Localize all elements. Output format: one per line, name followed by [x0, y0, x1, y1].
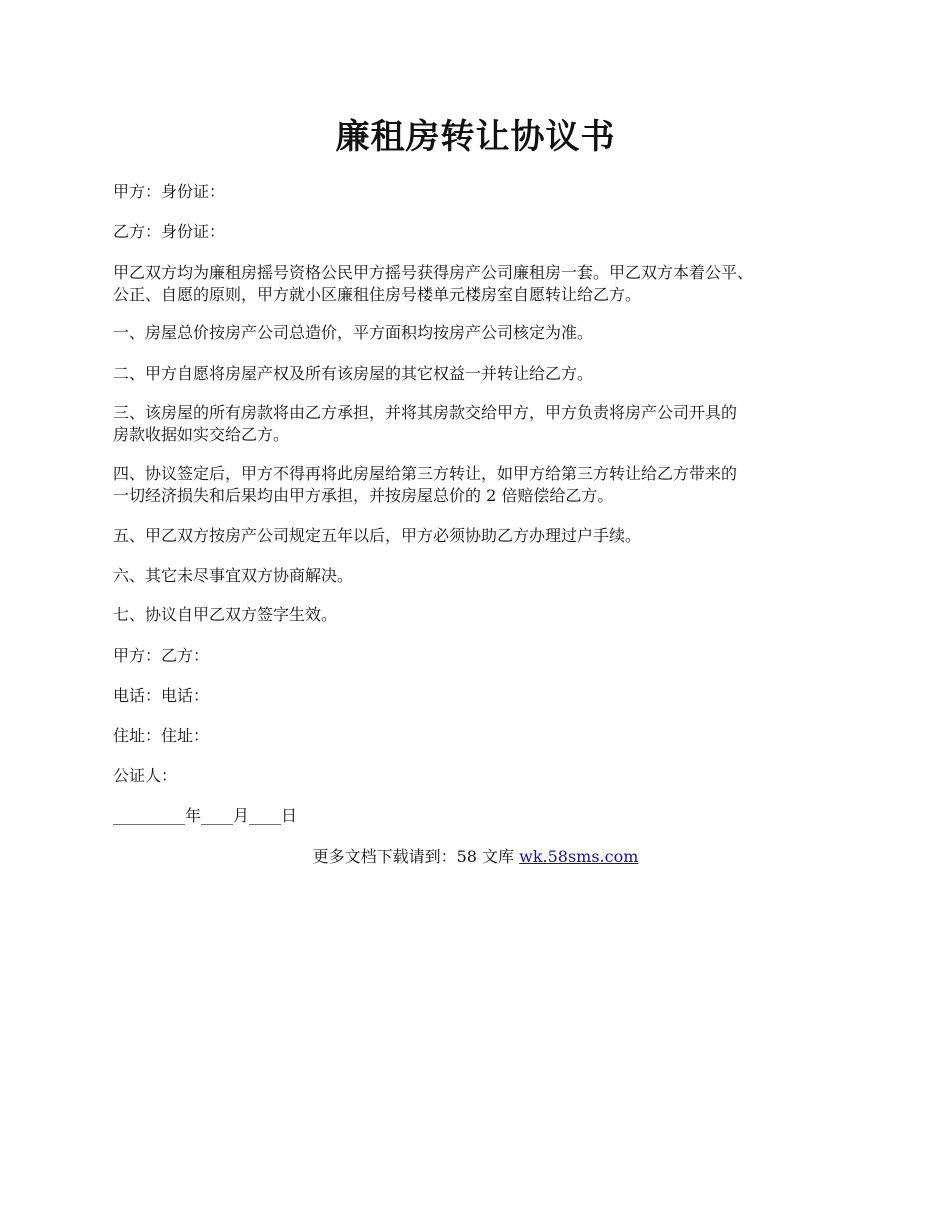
party-a-id-line: 甲方：身份证： — [113, 182, 226, 201]
signature-address: 住址：住址： — [113, 726, 210, 745]
footer-text: 更多文档下载请到：58 文库 — [312, 847, 520, 866]
party-b-id-line: 乙方：身份证： — [113, 222, 226, 241]
date-line: _________年____月____日 — [113, 806, 298, 825]
intro-line-2: 公正、自愿的原则，甲方就小区廉租住房号楼单元楼房室自愿转让给乙方。 — [113, 285, 642, 304]
clause-3-line-2: 房款收据如实交给乙方。 — [113, 425, 290, 444]
notary-line: 公证人： — [113, 766, 178, 785]
clause-7: 七、协议自甲乙双方签字生效。 — [113, 605, 338, 624]
signature-parties: 甲方：乙方： — [113, 646, 210, 665]
clause-4-line-2: 一切经济损失和后果均由甲方承担，并按房屋总价的 2 倍赔偿给乙方。 — [113, 486, 614, 505]
clause-5: 五、甲乙双方按房产公司规定五年以后，甲方必须协助乙方办理过户手续。 — [113, 526, 642, 545]
clause-4-line-1: 四、协议签定后，甲方不得再将此房屋给第三方转让，如甲方给第三方转让给乙方带来的 — [113, 464, 738, 483]
clause-3-line-1: 三、该房屋的所有房款将由乙方承担，并将其房款交给甲方，甲方负责将房产公司开具的 — [113, 403, 738, 422]
signature-phone: 电话：电话： — [113, 686, 210, 705]
clause-2: 二、甲方自愿将房屋产权及所有该房屋的其它权益一并转让给乙方。 — [113, 364, 594, 383]
clause-1: 一、房屋总价按房产公司总造价，平方面积均按房产公司核定为准。 — [113, 323, 594, 342]
footer-link[interactable]: wk.58sms.com — [519, 847, 639, 866]
clause-6: 六、其它未尽事宜双方协商解决。 — [113, 566, 354, 585]
intro-line-1: 甲乙双方均为廉租房摇号资格公民甲方摇号获得房产公司廉租房一套。甲乙双方本着公平、 — [113, 263, 754, 282]
document-title: 廉租房转让协议书 — [335, 117, 616, 157]
footer — [113, 847, 838, 867]
